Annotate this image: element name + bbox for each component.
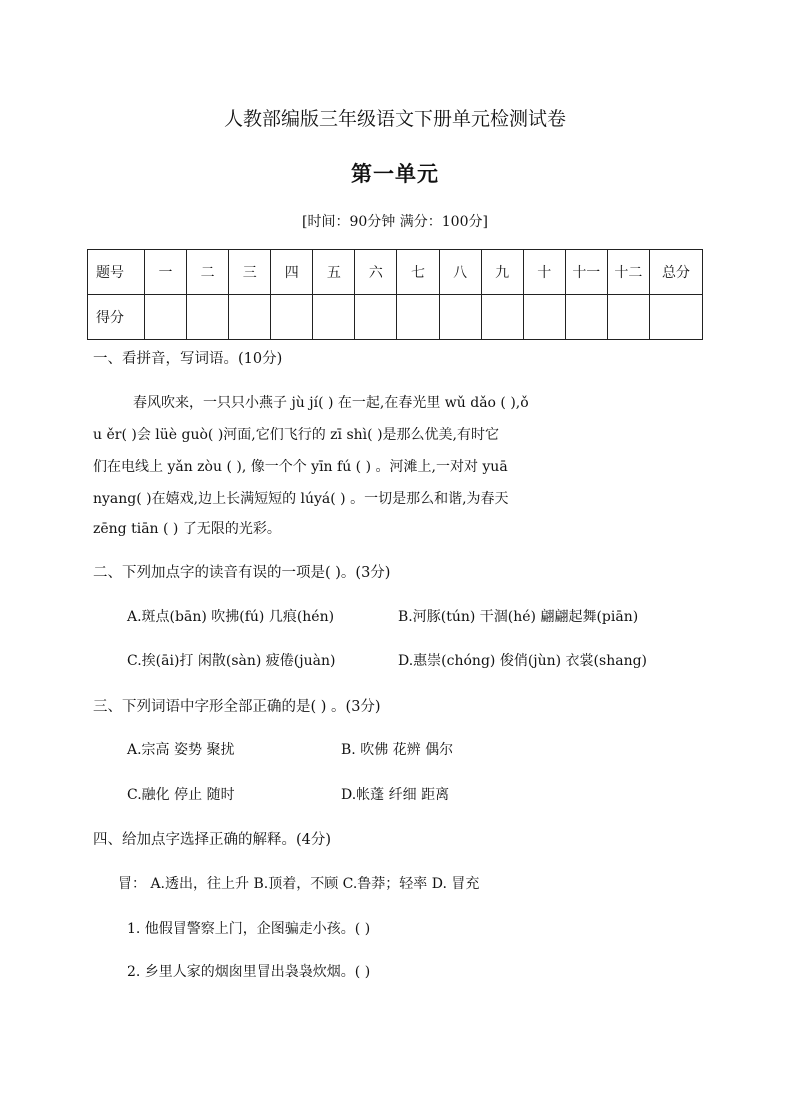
- table-cell-header: 二: [187, 250, 229, 295]
- question-2-title: 二、下列加点字的读音有误的一项是( )。(3分): [93, 565, 391, 581]
- score-cell: [481, 295, 523, 340]
- score-cell: [397, 295, 439, 340]
- question-1-line: 春风吹来，一只只小燕子 jù jí( ) 在一起,在春光里 wǔ dǎo ( ),ǒ: [133, 395, 529, 411]
- question-3-title: 三、下列词语中字形全部正确的是( ) 。(3分): [93, 699, 381, 715]
- table-cell-header: 六: [355, 250, 397, 295]
- table-cell-header: 十一: [565, 250, 607, 295]
- question-3-option-a: A.宗高 姿势 聚扰: [127, 742, 235, 758]
- table-cell-header: 三: [229, 250, 271, 295]
- question-4-item-2: 2. 乡里人家的烟囱里冒出袅袅炊烟。( ): [127, 964, 371, 980]
- question-3-option-c: C.融化 停止 随时: [127, 787, 235, 803]
- question-2-option-c: C.挨(āi)打 闲散(sàn) 疲倦(juàn): [127, 653, 336, 669]
- table-cell-header: 九: [481, 250, 523, 295]
- table-cell-header: 五: [313, 250, 355, 295]
- table-cell-header: 十: [523, 250, 565, 295]
- score-cell: [355, 295, 397, 340]
- table-cell-header: 总分: [650, 250, 703, 295]
- question-4-item-1: 1. 他假冒警察上门，企图骗走小孩。( ): [127, 921, 371, 937]
- question-1-line: zēng tiān ( ) 了无限的光彩。: [93, 521, 281, 537]
- score-cell: [565, 295, 607, 340]
- question-3-option-d: D.帐蓬 纤细 距离: [341, 787, 450, 803]
- document-title: 人教部编版三年级语文下册单元检测试卷: [223, 108, 566, 130]
- score-cell: [229, 295, 271, 340]
- question-1-line: 们在电线上 yǎn zòu ( ), 像一个个 yīn fú ( ) 。河滩上,一对对 yuā: [93, 459, 508, 475]
- question-1-title: 一、看拼音，写词语。(10分): [93, 351, 283, 367]
- score-cell: [523, 295, 565, 340]
- table-cell-label: 题号: [88, 250, 145, 295]
- score-table-score-row: [88, 295, 703, 340]
- score-cell: [313, 295, 355, 340]
- question-2-option-d: D.惠崇(chóng) 俊俏(jùn) 衣裳(shang): [398, 653, 648, 669]
- table-cell-label: 得分: [88, 295, 145, 340]
- score-cell: [439, 295, 481, 340]
- question-4-title: 四、给加点字选择正确的解释。(4分): [93, 832, 332, 848]
- score-cell: [650, 295, 703, 340]
- score-cell: [145, 295, 187, 340]
- question-4-definitions: 冒： A.透出，往上升 B.顶着，不顾 C.鲁莽；轻率 D. 冒充: [118, 876, 480, 892]
- table-cell-header: 七: [397, 250, 439, 295]
- question-1-line: u ěr( )会 lüè guò( )河面,它们飞行的 zī shì( )是那么优美,有时它: [93, 427, 499, 443]
- question-2-option-a: A.斑点(bān) 吹拂(fú) 几痕(hén): [127, 609, 335, 625]
- score-cell: [187, 295, 229, 340]
- question-3-option-b: B. 吹佛 花辨 偶尔: [341, 742, 454, 758]
- question-1-line: nyang( )在嬉戏,边上长满短短的 lúyá( ) 。一切是那么和谐,为春天: [93, 491, 509, 507]
- score-table: [87, 249, 703, 340]
- table-cell-header: 一: [145, 250, 187, 295]
- score-cell: [271, 295, 313, 340]
- exam-info: [时间：90分钟 满分：100分]: [302, 214, 488, 230]
- unit-title: 第一单元: [351, 161, 439, 186]
- question-2-option-b: B.河豚(tún) 干涸(hé) 翩翩起舞(piān): [398, 609, 639, 625]
- score-table-header-row: [88, 250, 703, 295]
- table-cell-header: 八: [439, 250, 481, 295]
- table-cell-header: 四: [271, 250, 313, 295]
- table-cell-header: 十二: [607, 250, 649, 295]
- score-cell: [607, 295, 649, 340]
